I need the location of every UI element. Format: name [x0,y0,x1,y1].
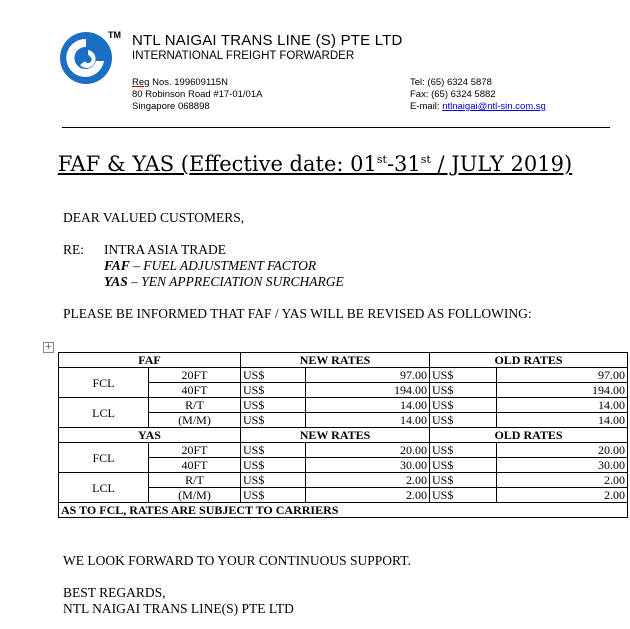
currency-cell: US$ [241,443,306,458]
greeting: DEAR VALUED CUSTOMERS, [63,210,245,225]
old-rates-heading: OLD RATES [430,353,628,368]
currency-cell: US$ [241,383,306,398]
currency-cell: US$ [241,488,306,503]
table-footnote: AS TO FCL, RATES ARE SUBJECT TO CARRIERS [59,503,628,518]
trademark-mark: TM [108,30,121,40]
new-rate-cell: 14.00 [306,398,430,413]
new-rate-cell: 194.00 [306,383,430,398]
currency-cell: US$ [241,368,306,383]
email-label: E-mail: [410,101,443,112]
new-rate-cell: 30.00 [306,458,430,473]
title-prefix: FAF & YAS (Effective date: 01 [57,152,377,176]
address-line-1: 80 Robinson Road #17-01/01A [132,89,263,100]
company-name: NTL NAIGAI TRANS LINE (S) PTE LTD [132,32,403,49]
faf-heading: FAF [59,353,241,368]
re-yas [104,274,344,290]
currency-cell: US$ [430,398,497,413]
currency-cell: US$ [430,458,497,473]
closing-line: WE LOOK FORWARD TO YOUR CONTINUOUS SUPPORT. [63,553,411,568]
old-rates-heading: OLD RATES [430,428,628,443]
unit-cell: 20FT [149,368,241,383]
new-rate-cell: 97.00 [306,368,430,383]
email-line [410,101,546,113]
title-suffix: / JULY 2019) [430,152,573,176]
faf-header-row [59,353,628,368]
inform-text: PLEASE BE INFORMED THAT FAF / YAS WILL BE REVISED AS FOLLOWING: [63,306,532,321]
currency-cell: US$ [241,413,306,428]
currency-cell: US$ [430,413,497,428]
faf-desc: – FUEL ADJUSTMENT FACTOR [129,258,317,273]
address-block [132,77,262,113]
table-row [59,443,628,458]
title-mid: -31 [386,152,421,176]
currency-cell: US$ [430,368,497,383]
currency-cell: US$ [430,383,497,398]
table-row [59,368,628,383]
title-sup-2: st [420,153,431,166]
reg-prefix: Reg [132,77,150,88]
yas-header-row [59,428,628,443]
old-rate-cell: 194.00 [497,383,628,398]
signature: NTL NAIGAI TRANS LINE(S) PTE LTD [63,601,294,616]
yas-desc: – YEN APPRECIATION SURCHARGE [127,274,344,289]
unit-cell: R/T [149,473,241,488]
fax: Fax: (65) 6324 5882 [410,89,496,100]
currency-cell: US$ [241,458,306,473]
regards: BEST REGARDS, [63,585,166,600]
re-trade: INTRA ASIA TRADE [104,242,227,257]
table-move-handle[interactable]: + [44,342,53,352]
registration-number [132,77,262,89]
unit-cell: 40FT [149,458,241,473]
table-row [59,473,628,488]
yas-heading: YAS [59,428,241,443]
new-rate-cell: 20.00 [306,443,430,458]
telephone: Tel: (65) 6324 5878 [410,77,492,88]
rates-table [58,352,628,518]
old-rate-cell: 97.00 [497,368,628,383]
old-rate-cell: 14.00 [497,398,628,413]
new-rate-cell: 2.00 [306,488,430,503]
re-label: RE: [63,242,85,257]
contact-block [410,77,546,113]
old-rate-cell: 2.00 [497,473,628,488]
unit-cell: R/T [149,398,241,413]
currency-cell: US$ [430,443,497,458]
email-link[interactable]: ntlnaigai@ntl-sin.com.sg [442,101,546,112]
unit-cell: 40FT [149,383,241,398]
footnote-row [59,503,628,518]
group-cell: FCL [59,368,149,398]
old-rate-cell: 30.00 [497,458,628,473]
document-title [0,152,630,176]
address-line-2: Singapore 068898 [132,101,210,112]
currency-cell: US$ [241,473,306,488]
new-rate-cell: 2.00 [306,473,430,488]
group-cell: LCL [59,398,149,428]
title-sup-1: st [376,153,387,166]
new-rates-heading: NEW RATES [241,428,430,443]
reg-rest: Nos. 199609115N [149,77,228,88]
old-rate-cell: 2.00 [497,488,628,503]
faf-abbr: FAF [104,258,130,273]
currency-cell: US$ [430,488,497,503]
group-cell: FCL [59,443,149,473]
currency-cell: US$ [430,473,497,488]
unit-cell: (M/M) [149,488,241,503]
group-cell: LCL [59,473,149,503]
new-rate-cell: 14.00 [306,413,430,428]
currency-cell: US$ [241,398,306,413]
company-tagline: INTERNATIONAL FREIGHT FORWARDER [132,50,355,62]
table-row [59,398,628,413]
company-logo [58,30,114,86]
unit-cell: 20FT [149,443,241,458]
new-rates-heading: NEW RATES [241,353,430,368]
old-rate-cell: 14.00 [497,413,628,428]
header-divider [62,127,610,128]
yas-abbr: YAS [104,274,128,289]
re-faf [104,258,316,274]
old-rate-cell: 20.00 [497,443,628,458]
unit-cell: (M/M) [149,413,241,428]
